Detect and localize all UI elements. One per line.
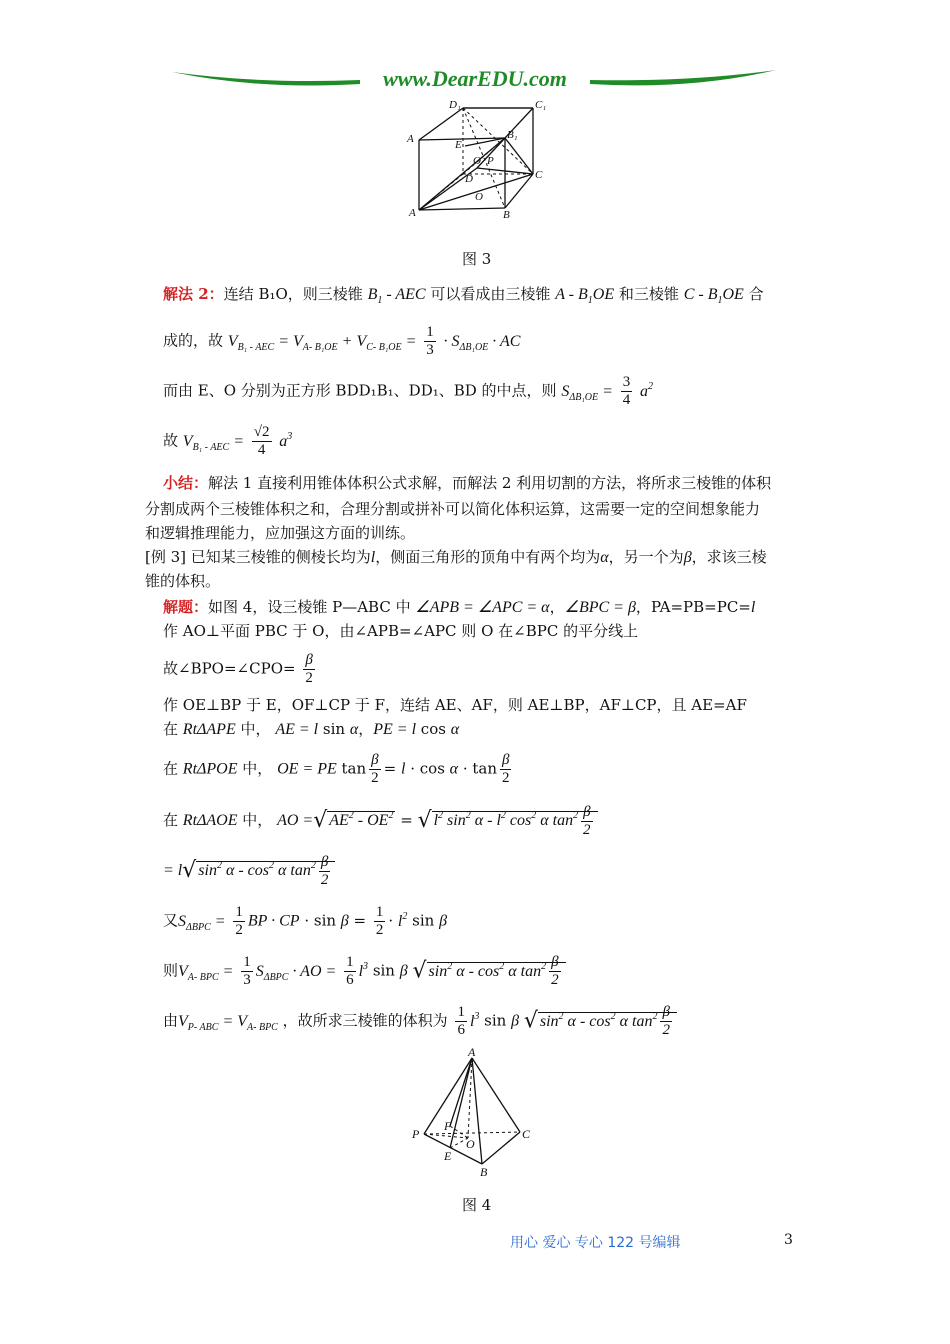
solution-line-poe: 在 RtΔPOE 中， OE = PE tan $\frac{\beta}{2}$ = l · cos α · tan $\frac{\beta}{2}$ — [163, 752, 510, 786]
solution2-label: 解法 2： — [163, 285, 224, 303]
solution2-line2: 成的，故 $V_{B_1 - AEC} = V_{A- B_1OE} + V_{C- B_1OE}$ = $\frac{1}{3}$ · $S_{\Delta B_1OE}$ · AC — [163, 324, 521, 358]
label-a: A — [409, 207, 416, 219]
summary-line2: 分割成两个三棱锥体积之和，合理分割或拼补可以简化体积运算，这需要一定的空间想象能力 — [145, 500, 761, 518]
label-c1: C₁ — [535, 99, 547, 111]
label-p: P — [487, 155, 494, 167]
solution-line-sbpc: 又$S_{\Delta BPC}$ = $\frac{1}{2}$ BP · CP · sin β = $\frac{1}{2}$ · $l^2$ sin β — [163, 904, 448, 938]
label-d: D — [465, 173, 473, 185]
solution-line-ape: 在 RtΔAPE 中， AE = l sin α，PE = l cos α — [163, 720, 460, 738]
summary-line3: 和逻辑推理能力，应加强这方面的训练。 — [145, 524, 416, 542]
footer-note: 用心 爱心 专心 122 号编辑 — [510, 1235, 681, 1251]
line-e-midpoint: 而由 E、O 分别为正方形 BDD₁B₁、DD₁、BD 的中点，则 $S_{\Delta B_1OE}$ = $\frac{3}{4}$ $a^2$ — [163, 374, 653, 408]
summary-label: 小结： — [163, 474, 209, 492]
label-a: A — [468, 1046, 476, 1059]
label-o: O — [475, 191, 483, 203]
solution2-line1: 解法 2：连结 B₁O，则三棱锥 $B_1$ - AEC 可以看成由三棱锥 A - $B_1OE$ 和三棱锥 C - $B_1OE$ 合 — [163, 285, 764, 306]
label-o: O — [466, 1137, 475, 1151]
example3-line1: [例 3] 已知某三棱锥的侧棱长均为l，侧面三角形的顶角中有两个均为α，另一个为β，求该三棱 — [145, 548, 767, 566]
example3-line2: 锥的体积。 — [145, 572, 221, 590]
solution-line-vabpc: 则$V_{A- BPC}$ = $\frac{1}{3}$ $S_{\Delta BPC}$ · AO = $\frac{1}{6}$ $l^3$ sin β √ $\sin^2 \alpha - \cos^2 \alpha$ $\tan^2$ $\frac{\beta}{2}$ — [163, 954, 566, 989]
site-title: www.DearEDU.com — [383, 66, 567, 91]
solution-line-angle: 故∠BPO=∠CPO= $\frac{\beta}{2}$ — [163, 652, 313, 686]
label-e: E — [444, 1149, 452, 1163]
figure-3-caption: 图 3 — [462, 250, 492, 268]
label-e: E — [455, 139, 462, 151]
solution-line-final: 由$V_{P- ABC} = V_{A- BPC}$ ，故所求三棱锥的体积为 $\frac{1}{6}$ $l^3$ sin β √ $\sin^2 \alpha - \cos^2 \alpha$ $\tan^2$ $\frac{\beta}{2}$ — [163, 1004, 677, 1039]
label-f: F — [444, 1119, 452, 1133]
line-volume-result: 故 $V_{B_1 - AEC}$ = $\frac{√2}{4}$ $a^3$ — [163, 424, 293, 458]
label-a1: A — [407, 133, 414, 145]
label-c: C — [535, 169, 543, 181]
solution-line1: 解题：如图 4，设三棱锥 P—ABC 中 ∠APB = ∠APC = α，∠BPC = β，PA=PB=PC=l — [163, 598, 756, 616]
edge-a-c — [472, 1058, 520, 1132]
solution-line-ao: 作 AO⊥平面 PBC 于 O，由∠APB=∠APC 则 O 在∠BPC 的平分线上 — [163, 622, 639, 640]
label-o1: O — [473, 155, 481, 167]
summary-line1: 小结：解法 1 直接利用锥体体积公式求解，而解法 2 利用切割的方法，将所求三棱锥的体积 — [163, 474, 772, 492]
edge-a-b — [419, 208, 505, 210]
label-c: C — [522, 1127, 531, 1141]
label-b: B — [503, 209, 510, 220]
solution-line-aoe2: = l√ $\sin^2 \alpha - \cos^2 \alpha$ $\tan^2$ $\frac{\beta}{2}$ — [163, 854, 335, 889]
label-b1: B₁ — [507, 129, 518, 141]
solution-line-aoe: 在 RtΔAOE 中， AO =√ $AE^2 - OE^2$ = √ $l^2$ $\sin^2 \alpha - l^2$ $\cos^2 \alpha$ $\tan^2$ $\frac{\beta}{2}$ — [163, 804, 598, 839]
page-number: 3 — [784, 1232, 793, 1248]
header-banner — [170, 62, 780, 96]
solution-line-oe: 作 OE⊥BP 于 E，OF⊥CP 于 F，连结 AE、AF，则 AE⊥BP，AF⊥CP，且 AE=AF — [163, 696, 747, 714]
label-d1: D₁ — [449, 99, 461, 111]
banner-right-swoosh — [590, 70, 776, 85]
solution-label: 解题： — [163, 598, 209, 616]
figure-4-caption: 图 4 — [462, 1196, 492, 1214]
edge-a1-b1 — [419, 138, 505, 140]
edge-b-c — [482, 1132, 520, 1164]
banner-left-swoosh — [172, 72, 360, 86]
figure-4-pyramid — [410, 1046, 540, 1186]
edge-p-c — [424, 1132, 520, 1134]
figure-3-cube — [405, 98, 555, 220]
label-b: B — [480, 1165, 488, 1179]
edge-a1-d1 — [419, 108, 463, 140]
label-p: P — [412, 1127, 420, 1141]
